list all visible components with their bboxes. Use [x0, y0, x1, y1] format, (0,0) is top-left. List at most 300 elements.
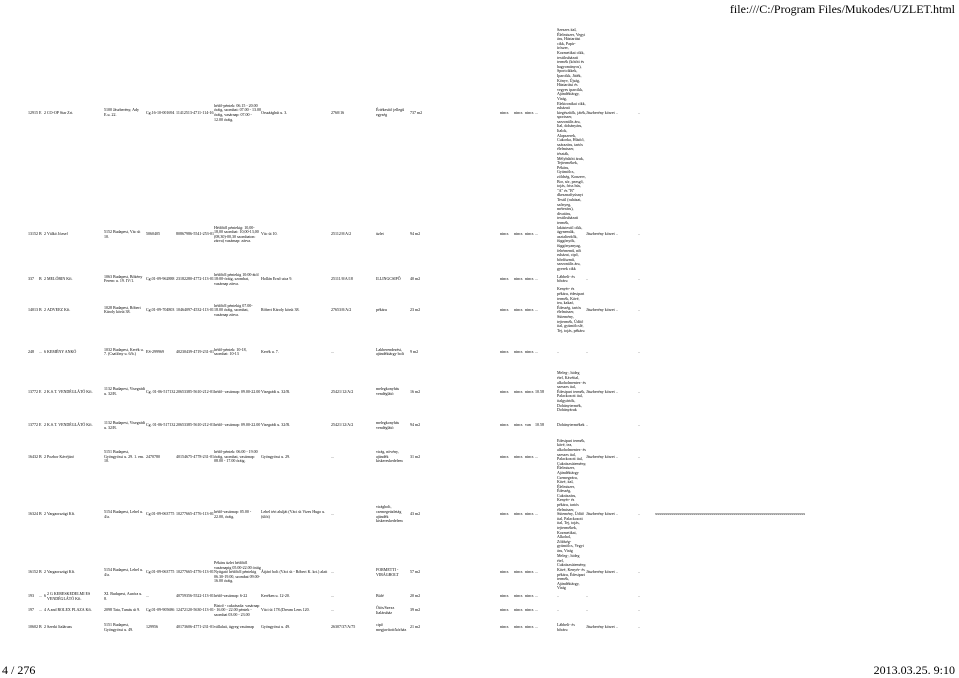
table-cell: MELÓBIN Kft.	[47, 276, 73, 282]
table-cell: Visegrádi u. 32/B.	[261, 422, 291, 428]
table-cell: melegkonyhás vendéglátó	[376, 386, 400, 397]
table-row	[28, 28, 844, 198]
table-cell: Lehel téri alulját (Váci út Vizes Hugo u. (ülöt)	[261, 508, 326, 519]
table-cell: ..	[638, 569, 641, 575]
table-cell: 12472120-5630-113-01	[176, 607, 214, 613]
table-cell: nincs	[500, 349, 509, 355]
table-cell: hétfő-péntek: 06.15 - 20.00 óráig, szombat: 07.00 - 13.00 óráig, vasárnap: 07.00 - 12.00 óráig.	[214, 102, 261, 122]
table-cell	[836, 476, 844, 554]
table-cell	[545, 413, 557, 439]
table-cell: Csemegeáru, Kávé, ital, Élelmiszer, Édesség, Cukrászáru, Kenyér- és pékáru, tartós élelmiszer, Sütemény, Üdítő ital, Palackozott ital, Tej, tojás, tejtermékek, Kozmetikai, Alkohol, Zöldség-gyümölcs, Vegyi áru, Virág	[557, 475, 584, 553]
table-cell: ...	[39, 593, 42, 599]
table-cell: 2	[44, 307, 46, 313]
table-cell: Jászberény körzet ..	[586, 569, 618, 575]
table-cell: hétfő-vasárnap: 6-22	[214, 593, 248, 599]
table-cell: ILLINGCSIPŐ	[376, 276, 401, 282]
table-cell: 11412513-4711-114-16	[176, 109, 214, 115]
table-cell: hétfő- vasárnap: 09.00-22.00	[214, 388, 261, 394]
table-cell: ..	[638, 607, 641, 613]
table-cell	[836, 28, 844, 198]
table-cell: hétfőtől péntekig 07.00-18.00 óráig, szombat, vasárnap zárva.	[214, 302, 253, 317]
table-cell: Cg.01-09-063775	[146, 511, 175, 517]
table-row	[28, 198, 844, 272]
table-cell: ...	[535, 307, 538, 313]
table-cell	[836, 333, 844, 371]
table-cell	[805, 592, 836, 602]
table-cell: Meleg-, hideg étel, Kávéital, alkoholmentes- és szeszes ital, Édesipari termék, Palackozott ital, italgyártók, Dohánytermék, Dohányáruk	[557, 371, 586, 413]
table-row	[28, 371, 844, 412]
table-cell	[805, 413, 836, 439]
table-cell	[655, 28, 805, 198]
table-cell: ..	[638, 388, 641, 394]
table-cell: Jászberény körzet ..	[586, 388, 618, 394]
table-cell: 94 m2	[410, 231, 421, 237]
table-cell: nincs	[514, 307, 523, 313]
table-cell: 5060405	[146, 231, 160, 237]
table-cell: 40 m2	[410, 276, 421, 282]
table-cell: Hétfőtől péntekig: 10,00-18,00 szombat: 10,00-13,00 (08,30)-00,30 szombaton: zárva) vasárnap: zárva.	[214, 224, 259, 244]
table-cell: 197	[28, 607, 34, 613]
table-cell	[545, 476, 557, 554]
table-cell: ...	[535, 109, 538, 115]
table-cell: KEMÉNY ANKÓ	[47, 349, 77, 355]
table-cell: Jászberény körzet ..	[586, 624, 618, 630]
table-cell: CO-OP Star Zrt.	[47, 109, 74, 115]
table-cell: 40230439-4719-231-01	[176, 349, 214, 355]
table-cell: ...	[331, 607, 334, 613]
table-cell: 80867986-5541-253-01	[176, 231, 214, 237]
table-cell: 40173606-4771-231-01	[176, 624, 214, 630]
table-cell: 2098 Tata, Tamás út 9.	[104, 607, 141, 613]
table-cell: 43 m2	[410, 511, 421, 517]
table-cell	[836, 371, 844, 412]
table-cell: B	[39, 231, 42, 237]
table-cell: 5154 Budapest, Lehel u. 4/a.	[104, 567, 143, 577]
table-cell: Jászberény körzet ..	[586, 231, 618, 237]
table-cell: Textil (ruházat, szőnyeg, méteráru), divatáru, textilruházati termék, lakástextil cikk, ágyneműk, asztalterítők, függönyök, függönyanyag, fehérnemű, női ruházat, cipő, bőrdíszmű, szezonális áru, gyerek cikk	[557, 197, 583, 271]
table-cell: ..	[638, 511, 641, 517]
table-cell	[655, 287, 805, 333]
table-cell: ...	[535, 276, 538, 282]
table-cell: 337	[28, 276, 34, 282]
table-cell: nincs	[500, 624, 509, 630]
table-cell: nincs	[514, 109, 523, 115]
table-cell: Bistrő - cukrászda: vasárnap - 16.00 - 22.00 péntek - szombat 03.00 - 23.00	[214, 602, 260, 617]
table-cell: Szeszes ital, Élelmiszer, Vegyi áru, Háztartási cikk, Papír-írószer, Kozmetikai cikk, textilruházati termék (kötött és hagyományos), Sportcikkek, Iparcikk, Játék, Könyv, Újság, Háztartási és vegyes iparcikk, Ajándéktárgy, Virág, Elektronikai cikk, ruházati kiegészítők, játék, sportszer, szezonális áru, Ital, dohányáru, Italok, Alapszerek, Cukorka, Hűsítő, szárazáru, tartós élelmiszer, tészták, Mélyhűtött áruk, Tejtermékek, Pékáru, Gyümölcs, zöldség, Konzerv, Bor, sör, pezsgő, tojás, friss hús, "A" és "B" dkesznaftyúsnyt	[557, 28, 586, 198]
table-cell: ...	[331, 511, 334, 517]
table-cell: Büfé	[376, 593, 384, 599]
table-cell: nincs	[500, 607, 509, 613]
table-cell: Váci út 178.(Dream Lens 120.	[261, 607, 310, 613]
table-cell: pékáru	[376, 307, 387, 313]
table-cell: 13772	[28, 388, 38, 394]
table-cell: 2	[44, 453, 46, 459]
table-cell	[545, 439, 557, 476]
table-cell: Átjáró bolt (Váci út - Róbert K. krt.) alatt	[261, 569, 328, 575]
table-cell	[836, 271, 844, 287]
table-cell: ...	[39, 607, 42, 613]
table-cell	[655, 602, 805, 620]
table-cell: ...	[535, 593, 538, 599]
table-cell: 25112/0/A/2	[331, 231, 352, 237]
table-cell: nincs	[500, 109, 509, 115]
table-cell: 57 m2	[410, 569, 421, 575]
table-cell	[545, 371, 557, 412]
table-cell	[545, 28, 557, 198]
table-cell: nincs	[500, 422, 509, 428]
table-cell: 25111/0/A/18	[331, 276, 353, 282]
table-cell: 10.58	[535, 422, 544, 428]
table-cell: Cg.01-09-704803	[146, 307, 175, 313]
table-cell: ...	[535, 453, 538, 459]
table-cell: hétfő-péntek: 10-18, szombat: 10-13	[214, 346, 247, 357]
table-cell: Kerék u. 7.	[261, 349, 279, 355]
table-cell: K.S.T. VENDÉGLÁTÓ Kft.	[47, 388, 93, 394]
table-cell: A and ROLEX PLAZA Kft.	[47, 607, 92, 613]
table-cell: Cg.16-10-001694	[146, 109, 175, 115]
table-cell: ...	[331, 453, 334, 459]
table-row	[28, 554, 844, 592]
table-cell: 2	[44, 388, 46, 394]
table-cell: Jászberény körzet ..	[586, 109, 618, 115]
table-cell: 16152	[28, 569, 38, 575]
table-cell: nincs	[500, 307, 509, 313]
table-row	[28, 602, 844, 620]
table-cell: 5154 Budapest, Lehel u. 4/a.	[104, 508, 143, 519]
table-cell	[836, 620, 844, 636]
table-cell: B	[39, 624, 42, 630]
page-number: 4 / 276	[2, 663, 36, 677]
table-cell: Keréken u. 12-20.	[261, 593, 290, 599]
table-cell: nincs	[514, 388, 523, 394]
table-cell: 14013	[28, 307, 38, 313]
table-cell: nincs	[500, 388, 509, 394]
table-cell: 5151 Budapest, Gyöngyössi u. 49.	[104, 622, 134, 632]
table-cell: 2	[44, 624, 46, 630]
table-cell: 10277665-4776-113-01	[176, 511, 214, 517]
file-path: file:///C:/Program Files/Mukodes/UZLET.html	[729, 2, 955, 16]
table-cell: 1132 Budapest, Visegrádi u. 32/B.	[104, 420, 145, 430]
table-cell: nincs	[514, 569, 523, 575]
table-cell: virág, növény, ajándék kiskereskedelem	[376, 449, 403, 464]
table-cell	[805, 271, 836, 287]
table-cell: xxxxxxxxxxxxxxxxxxxxxxxxxxxxxxxxxxxxxxxxxxxxxxxxxxxxxxxxxxxxxxxxxxxxxxxxxxx	[655, 511, 806, 517]
table-cell: ..	[638, 276, 641, 282]
table-cell	[655, 554, 805, 592]
table-cell: ..	[638, 453, 641, 459]
table-cell: nincs	[514, 624, 523, 630]
table-cell: Visegrádi u. 32/B.	[261, 388, 291, 394]
table-cell: nincs	[514, 231, 523, 237]
table-cell: ES-299969	[146, 349, 164, 355]
table-cell: 26307/37/A/75	[331, 624, 356, 630]
table-cell: Jászberény körzet ..	[586, 511, 618, 517]
table-cell: nincs	[525, 231, 534, 237]
table-cell: 1032 Budapest, Kerék u. 7. (Csatlóny u. 6/b.)	[104, 346, 144, 357]
table-cell: Kenyér- és pékáru, édesipari termék, Kávé, tea, kakaó, Édesség, tartós élelmiszer, Sütemény, tejtermék, Üdítő ital, gyümölcslé, Tej, tojás, pékáru	[557, 287, 585, 333]
table-cell	[805, 439, 836, 476]
table-cell: ...	[535, 624, 538, 630]
table-cell: 2	[44, 109, 46, 115]
table-cell: 2760/16	[331, 109, 345, 115]
table-cell: ..	[586, 593, 589, 599]
table-cell: 2	[44, 276, 46, 282]
table-cell: 2	[44, 569, 46, 575]
table-row	[28, 271, 844, 287]
table-cell	[836, 413, 844, 439]
table-cell: 25421/12/A/2	[331, 422, 354, 428]
table-cell: 2470780	[146, 453, 160, 459]
table-cell	[805, 333, 836, 371]
table-cell: nincs	[525, 593, 534, 599]
table-cell: 20 m2	[410, 593, 421, 599]
table-cell: ..	[586, 607, 589, 613]
table-cell: nincs	[525, 349, 534, 355]
table-cell: 27653/0/A/2	[331, 307, 352, 313]
table-cell: ..	[638, 593, 641, 599]
table-cell	[545, 271, 557, 287]
table-cell: cipő megjavított/kórház	[376, 622, 407, 632]
table-cell	[836, 198, 844, 272]
table-cell: 23182280-4772-113-01	[176, 276, 214, 282]
table-cell: 193	[28, 593, 34, 599]
table-cell	[655, 439, 805, 476]
table-row	[28, 592, 844, 602]
table-cell: Cg. 01-06-517132	[146, 422, 176, 428]
table-cell: ...	[331, 569, 334, 575]
table-cell: nincs	[500, 231, 509, 237]
table-cell: FORMETTI - VIRÁGBOLT	[376, 567, 399, 577]
table-cell	[836, 602, 844, 620]
table-cell: 6	[44, 349, 46, 355]
table-cell: ..	[638, 231, 641, 237]
table-cell: ..	[638, 624, 641, 630]
table-cell: Orszáághút u. 3.	[261, 109, 288, 115]
table-cell: B	[39, 453, 42, 459]
table-cell	[836, 554, 844, 592]
table-cell: B	[39, 307, 42, 313]
table-cell: 6	[44, 593, 46, 599]
table-cell: hétfő-vasárnap: 05.00 - 22.00, óráig.	[214, 508, 252, 519]
table-cell: Válkó József	[47, 231, 68, 237]
table-cell: Vác út 10.	[261, 231, 278, 237]
table-cell: Vargaországi Kft.	[47, 511, 76, 517]
table-cell: 23 m2	[410, 307, 421, 313]
table-cell: 10.58	[535, 388, 544, 394]
table-cell: nincs	[525, 569, 534, 575]
table-cell: 2 G KERESKEDELMI ÉS VENDÉGLÁTÓ Kft.	[47, 591, 91, 601]
table-cell: ..	[638, 307, 641, 313]
table-cell: ..	[586, 349, 589, 355]
table-cell: 1132 Budapest, Visegrádi u. 32/B.	[104, 386, 145, 397]
table-cell: 5152 Budapest, Vác út 10.	[104, 229, 141, 239]
table-cell: Gyöngyössi u. 29.	[261, 453, 291, 459]
table-cell: 31 m2	[410, 453, 421, 459]
table-cell	[655, 592, 805, 602]
table-cell: B	[39, 511, 42, 517]
table-cell: 13772	[28, 422, 38, 428]
table-cell	[545, 198, 557, 272]
table-cell: 9 m2	[410, 349, 419, 355]
table-cell: 16324	[28, 511, 38, 517]
table-cell: nincs	[525, 307, 534, 313]
table-cell: ADVEEZ Kft.	[47, 307, 71, 313]
table-cell	[545, 592, 557, 602]
table-cell: nincs	[525, 109, 534, 115]
table-cell: 1063 Budapest, Bökény Ferenc u. 19. IV/1.	[104, 273, 143, 284]
table-cell: 12915	[28, 109, 38, 115]
table-cell: ...	[535, 569, 538, 575]
table-cell: 4	[44, 607, 46, 613]
table-cell: ...	[535, 511, 538, 517]
table-cell: B	[39, 276, 42, 282]
table-cell: 94 m2	[410, 422, 421, 428]
table-cell: 25421/12/A/2	[331, 388, 354, 394]
table-cell: ...	[535, 349, 538, 355]
table-cell: 129956	[146, 624, 158, 630]
table-cell: van	[525, 422, 531, 428]
table-cell: 2	[44, 231, 46, 237]
table-cell: nincs	[500, 593, 509, 599]
table-cell: nincs	[514, 511, 523, 517]
table-cell	[805, 554, 836, 592]
table-cell: Gyöngyössi u. 49.	[261, 624, 291, 630]
table-cell: Vargaországi Kft.	[47, 569, 76, 575]
table-cell: Cg.01-09-905686	[146, 607, 175, 613]
table-cell	[805, 371, 836, 412]
table-cell: XI. Budapest, Auróra u. 8.	[104, 591, 143, 601]
table-cell: 10602	[28, 624, 38, 630]
table-cell: nincs	[525, 388, 534, 394]
table-cell: Cg.01-09-063775	[146, 569, 175, 575]
table-cell: ..	[557, 607, 559, 613]
table-cell: melegkonyhás vendéglátó	[376, 420, 400, 430]
table-cell: nincs	[514, 607, 523, 613]
table-cell: Cg.01-09-962888	[146, 276, 175, 282]
table-row	[28, 476, 844, 554]
table-row	[28, 287, 844, 333]
table-cell	[545, 287, 557, 333]
table-cell	[805, 287, 836, 333]
table-cell: nincs	[514, 422, 523, 428]
table-cell	[655, 271, 805, 287]
table-cell	[836, 287, 844, 333]
table-cell: nincs	[514, 276, 523, 282]
table-cell: üzlet	[376, 231, 384, 237]
table-cell: hétfő-péntek: 06.00 - 19.00 óráig, szombat, vasárnap: 08.00 - 17.00 óráig.	[214, 449, 258, 464]
table-cell: nincs	[514, 453, 523, 459]
table-cell	[545, 554, 557, 592]
table-cell: nincs	[525, 607, 534, 613]
table-cell: Pékáru üzlet hétfőtől vasárnapig 05.00-22.00 óráig Nyitgató hétfőtől péntekig 06.30-19.00, szombat 09.00-16.00 óráig.	[214, 560, 261, 584]
table-cell: ..	[638, 422, 641, 428]
table-cell: ...	[331, 593, 334, 599]
records-table	[28, 28, 844, 636]
table-body	[28, 28, 844, 636]
table-cell: 10464097-4532-113-01	[176, 307, 214, 313]
table-cell	[655, 198, 805, 272]
table-cell: Cg. 01-06-517132	[146, 388, 176, 394]
table-cell: 248	[28, 349, 34, 355]
table-cell: nincs	[514, 593, 523, 599]
table-cell: 16432	[28, 453, 38, 459]
table-cell: Dohánytermékek	[557, 422, 585, 428]
table-cell	[805, 476, 836, 554]
table-cell	[836, 439, 844, 476]
table-cell: ...	[39, 349, 42, 355]
table-cell: ...	[331, 349, 334, 355]
table-cell: 2	[44, 422, 46, 428]
table-cell: 2	[44, 511, 46, 517]
table-cell: nincs	[525, 624, 534, 630]
table-cell	[545, 333, 557, 371]
print-datetime: 2013.03.25. 9:10	[873, 663, 955, 677]
table-cell: 20653385-5610-212-01	[176, 388, 214, 394]
table-cell: 5100 Jászberény, Ady E.u. 22.	[104, 107, 139, 117]
table-cell: nincs	[500, 511, 509, 517]
table-cell	[655, 371, 805, 412]
table-cell: ..	[557, 349, 559, 355]
table-cell	[805, 602, 836, 620]
table-cell: ...	[146, 593, 149, 599]
table-cell: ...	[535, 607, 538, 613]
table-cell: Róbert Károly körút 38.	[261, 307, 300, 313]
table-cell: virágbolt, csemegeüzletág ajándék kiskereskedelem	[376, 504, 403, 524]
table-cell: Édesipari termék, kávé, tea, alkoholmentes- és szeszes ital, Palackozott ital, Cukrászsütemény, Élelmiszer, Ajándéktárgy	[557, 438, 587, 475]
table-cell: ..	[586, 422, 589, 428]
table-cell	[545, 602, 557, 620]
table-cell: Hollán Ernő utca 9.	[261, 276, 293, 282]
table-row	[28, 439, 844, 476]
table-cell: 39 m2	[410, 607, 421, 613]
table-cell: K.S.T. VENDÉGLÁTÓ Kft.	[47, 422, 93, 428]
table-cell: ..	[557, 593, 559, 599]
table-cell: 1028 Budapest, Róbert Károly körút 38.	[104, 304, 141, 315]
table-cell	[545, 620, 557, 636]
table-cell: 21 m2	[410, 624, 421, 630]
table-cell: 737 m2	[410, 109, 423, 115]
table-row	[28, 333, 844, 371]
table-cell: Szerki Italáruzs	[47, 624, 72, 630]
table-cell: E	[39, 422, 42, 428]
table-cell: Lábbeli- és bőráru	[557, 273, 575, 284]
table-cell: Lakberendezési, ajándéktárgy bolt	[376, 346, 404, 357]
table-cell: E	[39, 388, 42, 394]
table-cell: E	[39, 109, 42, 115]
table-cell	[655, 333, 805, 371]
table-cell: 5151 Budapest, Gyöngyössi u. 29. 1. em. 10.	[104, 449, 144, 464]
table-cell: 20653385-5610-212-01	[176, 422, 214, 428]
table-row	[28, 620, 844, 636]
table-cell	[655, 620, 805, 636]
table-cell: Jászberény körzet ..	[586, 453, 618, 459]
table-cell: 13152	[28, 231, 38, 237]
table-cell: nincs	[514, 349, 523, 355]
table-cell: nincs	[525, 276, 534, 282]
table-cell: ...	[535, 231, 538, 237]
table-cell: Lábbeli- és bőráru	[557, 622, 575, 632]
table-cell: Jászberény körzet ..	[586, 307, 618, 313]
table-cell: Meleg-, hideg étel, Cukrászsütemény, Kávé, Kenyér- és pékáru, Édesipari termék, Ajándéktárgy, Virág	[557, 553, 587, 591]
table-cell: Értékesítő jellegű egység	[376, 107, 405, 117]
table-cell: ..	[638, 109, 641, 115]
table-cell: Ötös/Szexz Italáruház	[376, 605, 395, 615]
table-cell: nincs	[500, 453, 509, 459]
table-cell: hétfőtől péntekig 10:00-ától 18:00-óráig, szombat, vasárnap zárva.	[214, 271, 259, 286]
table-cell: 40759356-5522-113-01	[176, 593, 214, 599]
table-cell: nincs	[500, 276, 509, 282]
table-cell: vállalati, ügyeg vasárnap	[214, 624, 254, 630]
